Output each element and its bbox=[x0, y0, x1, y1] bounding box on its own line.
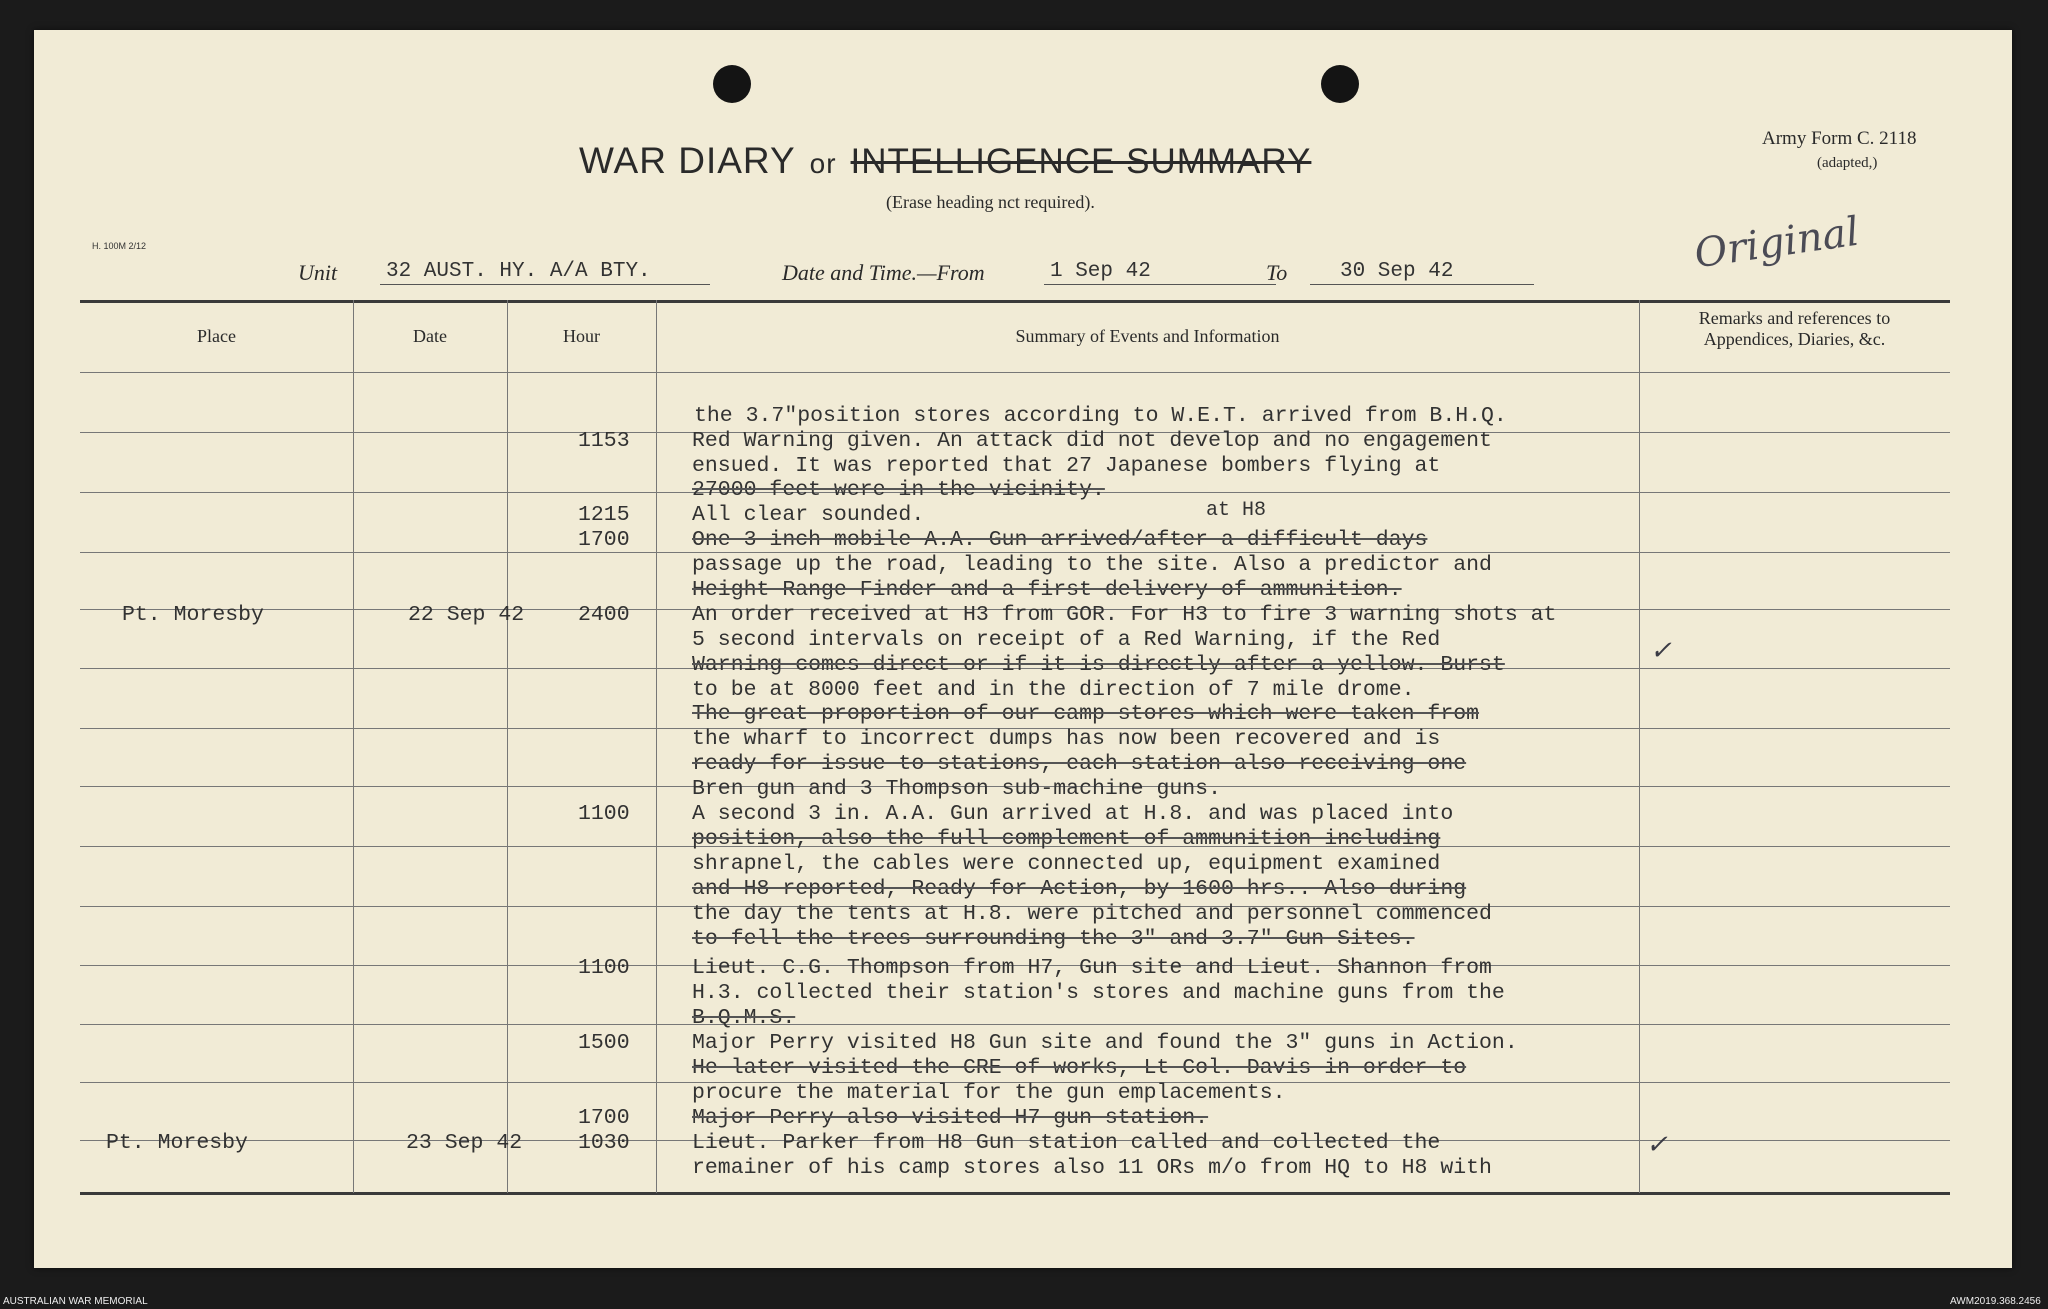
summary-line: and H8 reported, Ready for Action, by 1600 hrs.. Also during bbox=[692, 877, 1467, 901]
hour-cell: 1030 bbox=[578, 1131, 630, 1155]
summary-line: procure the material for the gun emplacements. bbox=[692, 1081, 1286, 1105]
summary-line: 27000 feet were in the vicinity. bbox=[692, 478, 1105, 502]
summary-line: Major Perry visited H8 Gun site and found the 3" guns in Action. bbox=[692, 1031, 1518, 1055]
handwritten-original-note: Original bbox=[1691, 208, 1862, 278]
hour-cell: 1500 bbox=[578, 1031, 630, 1055]
summary-line: The great proportion of our camp stores which were taken from bbox=[692, 702, 1480, 726]
summary-line: All clear sounded. bbox=[692, 503, 925, 527]
summary-line: the wharf to incorrect dumps has now been recovered and is bbox=[692, 727, 1441, 751]
date-cell: 23 Sep 42 bbox=[406, 1131, 523, 1155]
summary-line: H.3. collected their station's stores and machine guns from the bbox=[692, 981, 1505, 1005]
place-cell: Pt. Moresby bbox=[106, 1131, 248, 1155]
summary-line: Red Warning given. An attack did not develop and no engagement bbox=[692, 429, 1492, 453]
hour-cell: 1153 bbox=[578, 429, 630, 453]
title-or: or bbox=[809, 148, 837, 179]
summary-line: Lieut. C.G. Thompson from H7, Gun site and Lieut. Shannon from bbox=[692, 956, 1492, 980]
hour-cell: 1215 bbox=[578, 503, 630, 527]
page-title bbox=[579, 140, 1311, 182]
punch-hole bbox=[1321, 65, 1359, 103]
column-header-date: Date bbox=[413, 326, 447, 346]
summary-line: Lieut. Parker from H8 Gun station called and collected the bbox=[692, 1131, 1441, 1155]
summary-line: He later visited the CRE of works, Lt-Col. Davis in order to bbox=[692, 1056, 1467, 1080]
title-main: WAR DIARY bbox=[579, 140, 796, 181]
summary-line: An order received at H3 from GOR. For H3 to fire 3 warning shots at bbox=[692, 603, 1557, 627]
summary-line: the 3.7"position stores according to W.E.T. arrived from B.H.Q. bbox=[694, 404, 1507, 428]
initial-mark: ✓ bbox=[1650, 636, 1672, 666]
summary-line: ready for issue to stations, each station also receiving one bbox=[692, 752, 1467, 776]
diary-sheet bbox=[34, 30, 2012, 1268]
unit-value: 32 AUST. HY. A/A BTY. bbox=[380, 260, 710, 285]
footer-source: AUSTRALIAN WAR MEMORIAL bbox=[3, 1296, 148, 1307]
summary-line: Height Range Finder and a first delivery of ammunition. bbox=[692, 578, 1402, 602]
summary-line: ensued. It was reported that 27 Japanese bombers flying at bbox=[692, 454, 1441, 478]
place-cell: Pt. Moresby bbox=[122, 603, 264, 627]
column-header-hour: Hour bbox=[563, 326, 600, 346]
punch-hole bbox=[713, 65, 751, 103]
summary-line: Bren gun and 3 Thompson sub-machine guns. bbox=[692, 777, 1221, 801]
initial-mark: ✓ bbox=[1646, 1130, 1668, 1160]
from-date-value: 1 Sep 42 bbox=[1044, 260, 1276, 285]
hour-cell: 1700 bbox=[578, 1106, 630, 1130]
summary-line: shrapnel, the cables were connected up, equipment examined bbox=[692, 852, 1441, 876]
hour-cell: 1100 bbox=[578, 956, 630, 980]
summary-line: One 3 inch mobile A.A. Gun arrived/after a difficult days bbox=[692, 528, 1428, 552]
summary-line: to fell the trees surrounding the 3" and 3.7" Gun Sites. bbox=[692, 927, 1415, 951]
date-cell: 22 Sep 42 bbox=[408, 603, 525, 627]
title-struck: INTELLIGENCE SUMMARY bbox=[850, 142, 1312, 181]
summary-line: Major Perry also visited H7 gun station. bbox=[692, 1106, 1209, 1130]
column-header-summary: Summary of Events and Information bbox=[1015, 326, 1280, 346]
summary-insert: at H8 bbox=[1206, 499, 1267, 522]
column-header-place: Place bbox=[197, 326, 236, 346]
summary-line: position, also the full complement of ammunition including bbox=[692, 827, 1441, 851]
date-time-label: Date and Time.—From bbox=[782, 260, 985, 285]
to-date-value: 30 Sep 42 bbox=[1310, 260, 1534, 285]
summary-line: remainer of his camp stores also 11 ORs m/o from HQ to H8 with bbox=[692, 1156, 1492, 1180]
print-code: H. 100M 2/12 bbox=[92, 241, 147, 251]
summary-line: passage up the road, leading to the site. Also a predictor and bbox=[692, 553, 1492, 577]
to-label: To bbox=[1266, 260, 1288, 285]
hour-cell: 1700 bbox=[578, 528, 630, 552]
summary-line: 5 second intervals on receipt of a Red Warning, if the Red bbox=[692, 628, 1441, 652]
column-header-remarks: Remarks and references to Appendices, Diaries, &c. bbox=[1698, 308, 1891, 349]
erase-note: (Erase heading nct required). bbox=[886, 192, 1095, 212]
form-reference-sub: (adapted,) bbox=[1817, 155, 1878, 171]
hour-cell: 2400 bbox=[578, 603, 630, 627]
summary-line: Warning comes direct or if it is directly after a yellow. Burst bbox=[692, 653, 1505, 677]
form-reference: Army Form C. 2118 bbox=[1762, 128, 1917, 149]
footer-reference: AWM2019.368.2456 bbox=[1950, 1296, 2041, 1307]
summary-line: A second 3 in. A.A. Gun arrived at H.8. and was placed into bbox=[692, 802, 1454, 826]
hour-cell: 1100 bbox=[578, 802, 630, 826]
summary-line: B.Q.M.S. bbox=[692, 1006, 796, 1030]
summary-line: the day the tents at H.8. were pitched and personnel commenced bbox=[692, 902, 1492, 926]
diary-table bbox=[80, 270, 1950, 1180]
unit-label: Unit bbox=[298, 260, 338, 285]
summary-line: to be at 8000 feet and in the direction of 7 mile drome. bbox=[692, 678, 1415, 702]
